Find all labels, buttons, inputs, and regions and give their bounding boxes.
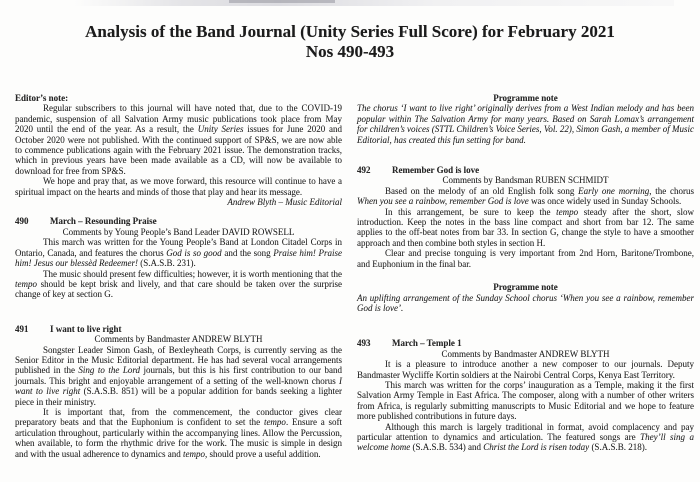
- section-491-title: I want to live right: [50, 323, 122, 334]
- section-491-heading: [15, 324, 342, 334]
- section-492-heading: [357, 165, 694, 175]
- section-492-byline: Comments by Bandsman RUBEN SCHMIDT: [442, 175, 609, 186]
- scan-artifact-band: [74, 0, 674, 6]
- section-493-title: March – Temple 1: [392, 338, 462, 349]
- programme-note-492-heading: Programme note: [493, 282, 558, 293]
- editors-note-signature: Andrew Blyth – Music Editorial: [227, 197, 342, 208]
- editors-note-paragraph-1: Regular subscribers to this journal will have noted that, due to the COVID-19 pandemic, suspension of all Salvation Army music publications took place from May 2020 until the end of the year. As a result, the Unity Series issues for June 2020 and October 2020 were not published. With the continued support of SP&S, we are now able to commence publications again with the February 2021 issue. The demonstration tracks, which in previous years have been made available as a CD, will now be available to download for free from SP&S.: [15, 103, 342, 176]
- section-492-paragraph-2: In this arrangement, be sure to keep the tempo steady after the short, slow introduction. Keep the notes in the bass line compact and short from bar 12. The same applies to the off-beat notes from bar 33. In section G, change the style to have a smoother approach and then combine both styles in section H.: [357, 206, 694, 248]
- section-490-paragraph-1: This march was written for the Young People’s Band at London Citadel Corps in Ontario, Canada, and features the chorus God is so good and the song Praise him! Praise him! Jesus our blessèd Redeemer! (S.A.S.B. 231).: [15, 237, 342, 269]
- section-491-number: 491: [15, 323, 29, 334]
- section-490-paragraph-2: The music should present few difficulties; however, it is worth mentioning that the tempo should be kept brisk and lively, and that care should be taken over the surprise change of key at section G.: [15, 268, 342, 300]
- section-491-byline: Comments by Bandmaster ANDREW BLYTH: [94, 334, 263, 345]
- section-490-number: 490: [15, 216, 29, 227]
- section-492-title: Remember God is love: [392, 165, 480, 176]
- programme-note-491-text: The chorus ‘I want to live right’ originally derives from a West Indian melody and has been popular within The Salvation Army for many years. Based on Sarah Lomax’s arrangement for children’s voices (STTL Children’s Voice Series, Vol. 22), Simon Gash, a member of Music Editorial, has created this fun setting for band.: [357, 103, 694, 145]
- section-491-paragraph-2: It is important that, from the commencement, the conductor gives clear preparatory beats and that the Euphonium is confident to set the tempo. Ensure a soft articulation throughout, particularly within the accompanying lines. Allow the Percussion, when available, to form the rhythmic drive for the work. The music is simple in design and with the usual adherence to dynamics and tempo, should prove a useful addition.: [15, 406, 342, 459]
- section-492-paragraph-3: Clear and precise tonguing is very important from 2nd Horn, Baritone/Trombone, and Euphonium in the final bar.: [357, 248, 694, 269]
- column-left: [15, 93, 342, 459]
- section-490-heading: [15, 216, 342, 226]
- editors-note-paragraph-2: We hope and pray that, as we move forward, this resource will continue to have a spiritual impact on the hearts and minds of those that play and hear its message.: [15, 176, 342, 197]
- section-492-paragraph-1: Based on the melody of an old English folk song Early one morning, the chorus When you see a rainbow, remember God is love was once widely used in Sunday Schools.: [357, 185, 694, 207]
- programme-note-491-heading: Programme note: [493, 93, 558, 103]
- column-right: [357, 93, 694, 453]
- section-493-paragraph-1: It is a pleasure to introduce another a new composer to our journals. Deputy Bandmaster Wycliffe Kortin soldiers at the Nairobi Central Corps, Kenya East Territory.: [357, 359, 694, 380]
- section-490-byline: Comments by Young People’s Band Leader DAVID ROWSELL: [62, 226, 295, 237]
- section-493-paragraph-3: Although this march is largely traditional in format, avoid complacency and pay particular attention to dynamics and articulation. The featured songs are They’ll sing a welcome home (S.A.S.B. 534) and Christ the Lord is risen today (S.A.S.B. 218).: [357, 421, 694, 453]
- section-490-title: March – Resounding Praise: [50, 216, 157, 227]
- section-491-paragraph-1: Songster Leader Simon Gash, of Bexleyheath Corps, is currently serving as the Senior Editor in the Music Editorial department. He has had several vocal arrangements published in the Sing to the Lord journals, but this is his first contribution to our band journals. This bright and enjoyable arrangement of a setting of the well-known chorus I want to live right (S.A.S.B. 851) will be a popular addition for bands seeking a lighter piece in their ministry.: [15, 344, 343, 407]
- section-492-number: 492: [357, 165, 371, 176]
- section-493-number: 493: [357, 338, 371, 349]
- section-493-byline: Comments by Bandmaster ANDREW BLYTH: [441, 348, 610, 359]
- section-493-paragraph-2: This march was written for the corps’ inauguration as a Temple, making it the first Salvation Army Temple in East Africa. The composer, along with a number of other writers from Africa, is regularly submitting manuscripts to Music Editorial and we hope to feature more published contributions in future days.: [357, 379, 694, 422]
- scan-artifact-smudge: [229, 0, 335, 3]
- editors-note-heading: Editor’s note:: [15, 93, 69, 103]
- page-title: [0, 22, 700, 62]
- page-title-line2: Nos 490-493: [305, 42, 395, 61]
- section-493-heading: [357, 338, 694, 348]
- page-title-line1: Analysis of the Band Journal (Unity Series Full Score) for February 2021: [85, 22, 615, 41]
- programme-note-492-text: An uplifting arrangement of the Sunday School chorus ‘When you see a rainbow, remember God is love’.: [357, 292, 694, 313]
